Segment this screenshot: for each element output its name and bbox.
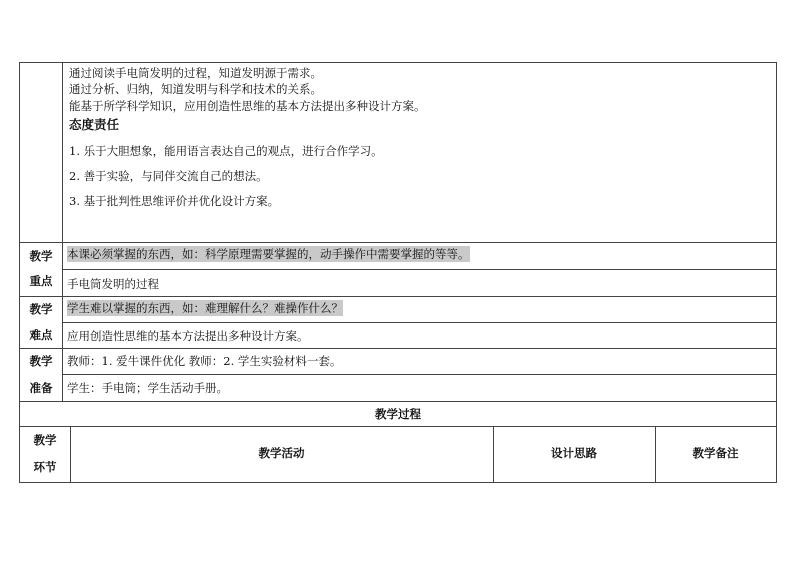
objective-line: 能基于所学科学知识，应用创造性思维的基本方法提出多种设计方案。 [69,99,426,113]
row-divider [19,348,777,349]
key-points-note [67,247,470,261]
key-points-content: 手电筒发明的过程 [67,277,159,291]
difficulties-note [67,301,343,315]
objective-line: 通过分析、归纳，知道发明与科学和技术的关系。 [69,82,322,96]
attitude-item: 1. 乐于大胆想象，能用语言表达自己的观点，进行合作学习。 [69,144,383,158]
preparation-teacher: 教师：1. 爱牛课件优化 教师：2. 学生实验材料一套。 [67,354,342,368]
preparation-label-bottom: 准备 [29,381,53,395]
row-divider [19,482,777,483]
attitude-heading: 态度责任 [69,117,120,132]
stage-column-header-bottom: 环节 [33,460,57,474]
row-divider [62,322,777,323]
highlighted-note: 学生难以掌握的东西，如：难理解什么？难操作什么？ [67,301,343,315]
stage-column-header-top: 教学 [33,433,57,447]
label-column-divider [62,62,63,401]
notes-column-header: 教学备注 [692,446,739,460]
attitude-item: 3. 基于批判性思维评价并优化设计方案。 [69,194,280,208]
design-column-header: 设计思路 [551,446,597,460]
difficulties-label-bottom: 难点 [29,328,53,342]
row-divider [19,426,777,427]
difficulties-content: 应用创造性思维的基本方法提出多种设计方案。 [67,329,309,343]
objective-line: 通过阅读手电筒发明的过程，知道发明源于需求。 [69,66,322,80]
highlighted-note: 本课必须掌握的东西，如：科学原理需要掌握的，动手操作中需要掌握的等等。 [67,247,470,261]
preparation-student: 学生：手电筒；学生活动手册。 [67,381,228,395]
row-divider [62,269,777,270]
process-title: 教学过程 [375,407,421,421]
difficulties-label-top: 教学 [29,302,53,316]
attitude-item: 2. 善于实验，与同伴交流自己的想法。 [69,169,268,183]
key-points-label-top: 教学 [29,249,53,263]
row-divider [62,374,777,375]
activity-column-header: 教学活动 [258,446,305,460]
preparation-label-top: 教学 [29,354,53,368]
key-points-label-bottom: 重点 [29,274,53,288]
row-divider [19,296,777,297]
row-divider [19,242,777,243]
row-divider [19,62,777,63]
row-divider [19,401,777,402]
